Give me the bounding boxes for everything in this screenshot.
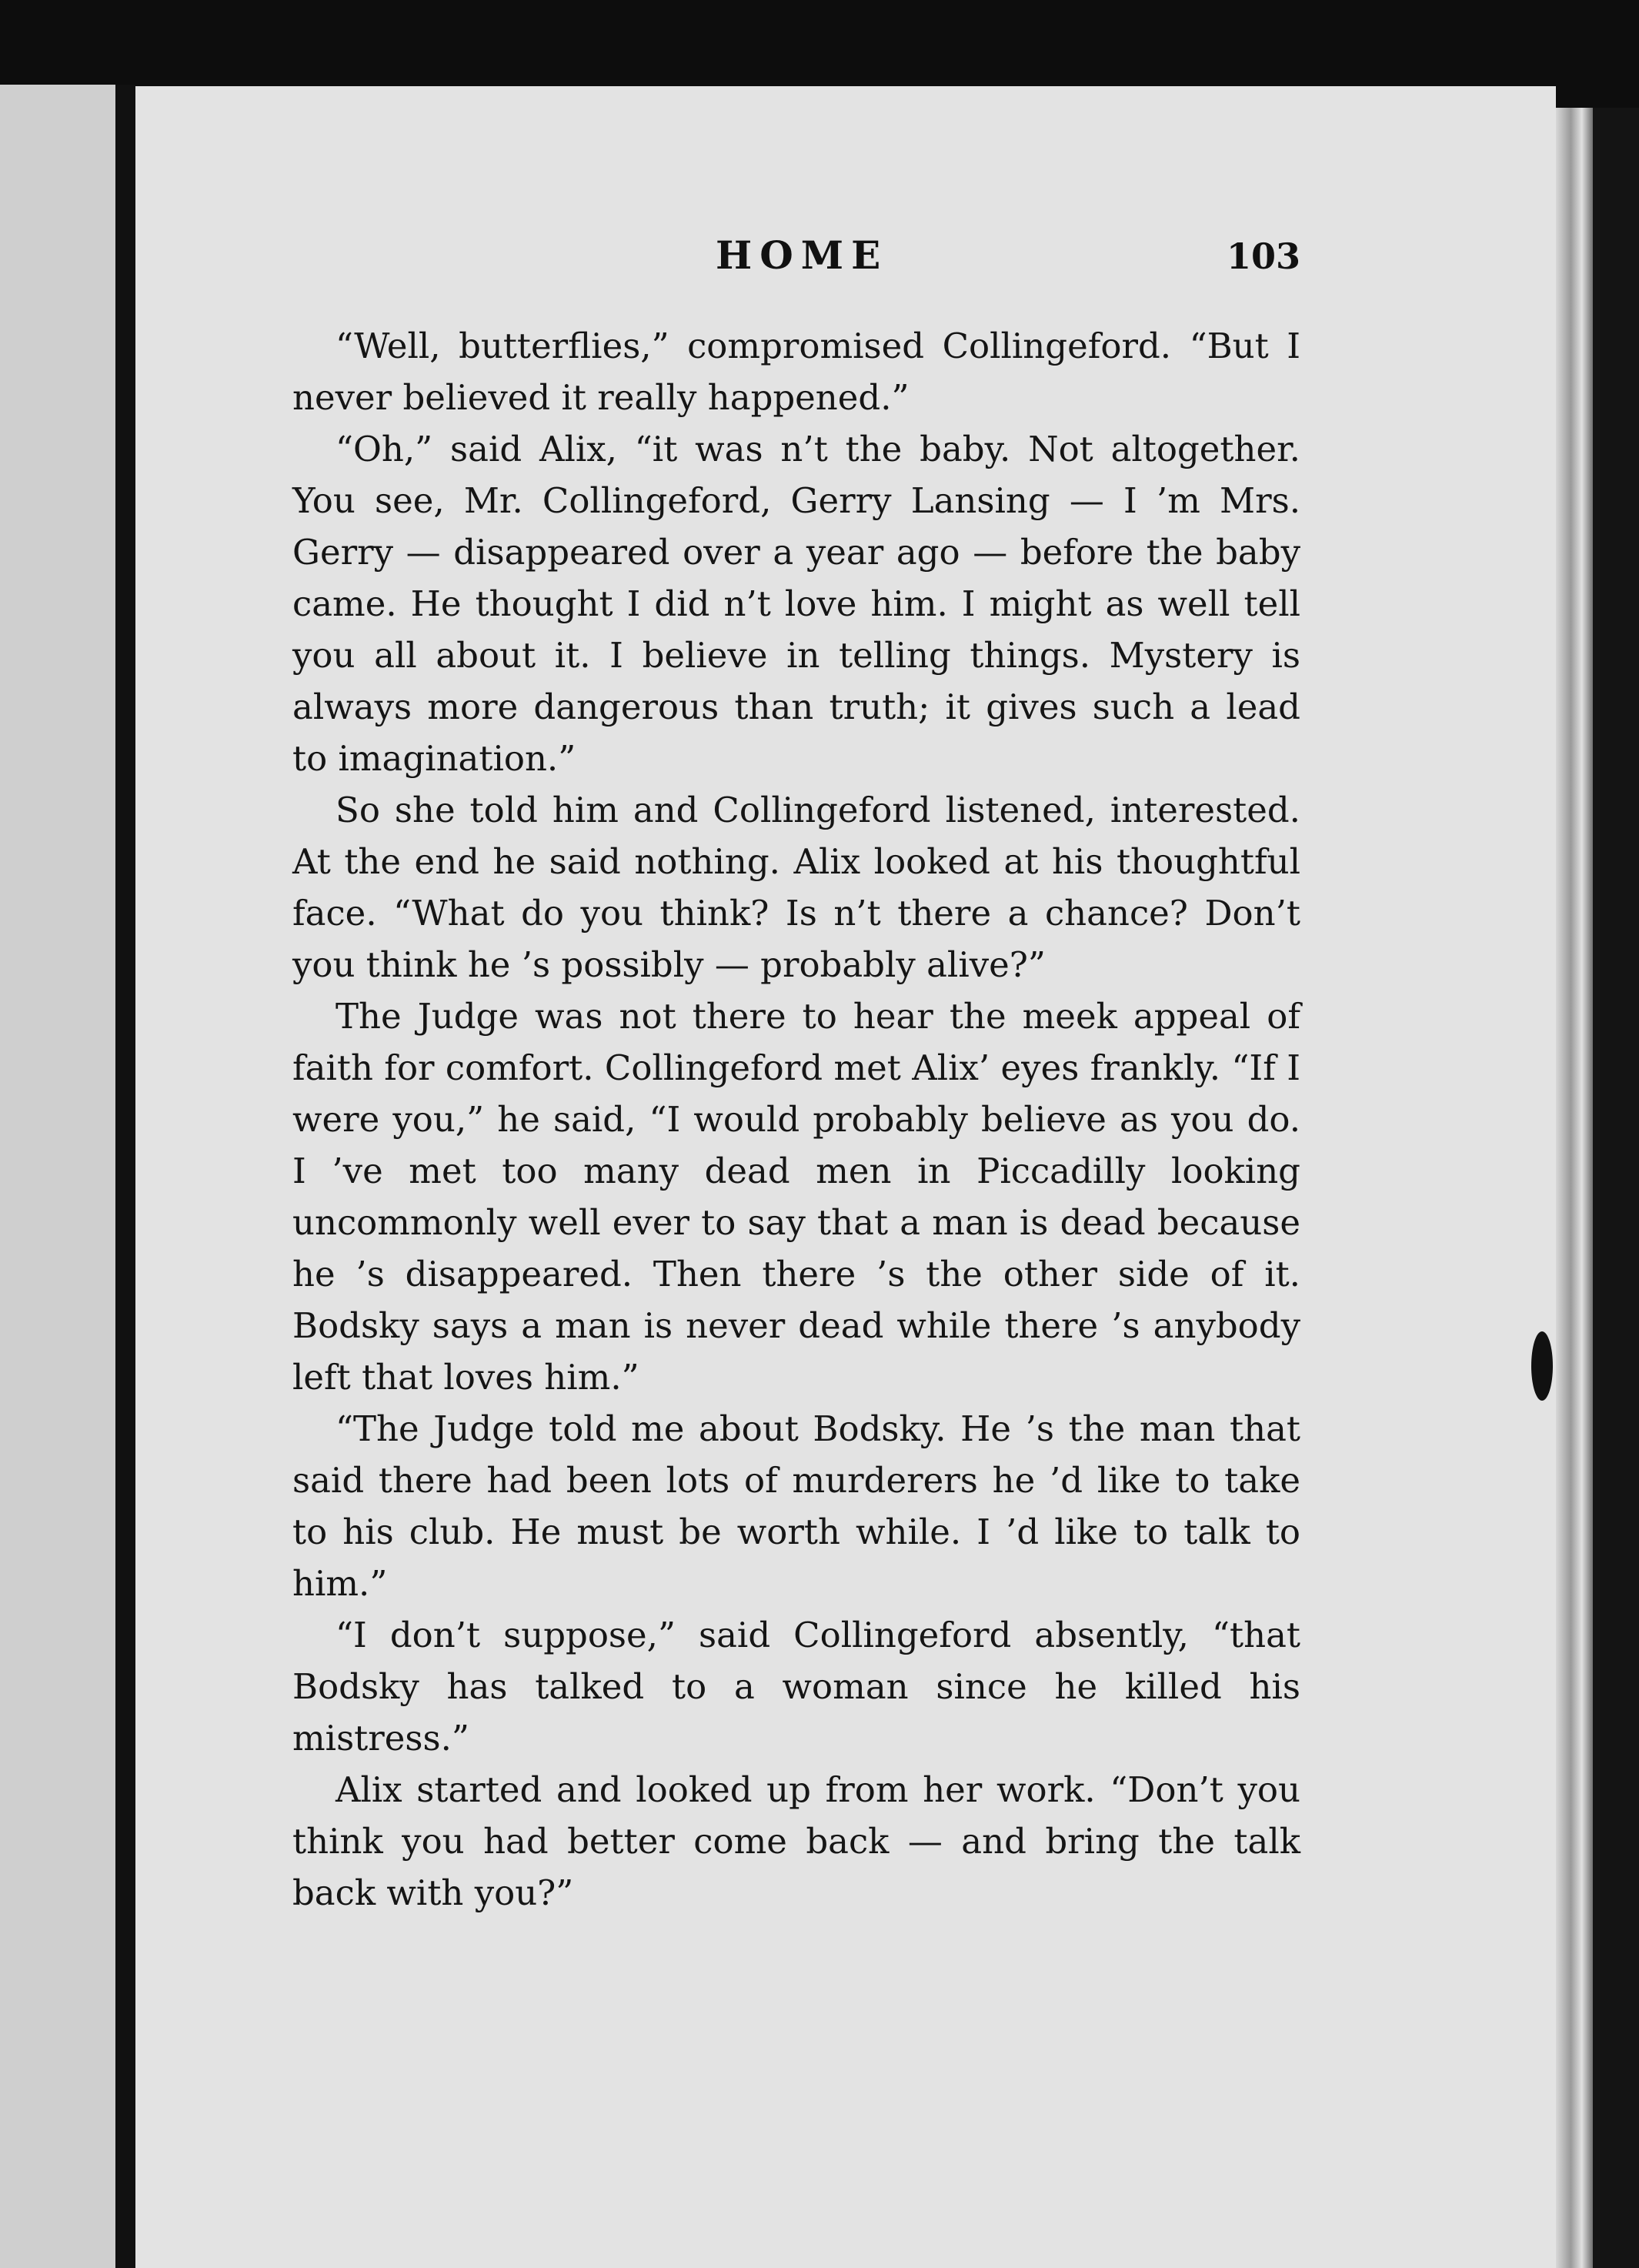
page-header: [292, 232, 1300, 294]
paragraph: The Judge was not there to hear the meek appeal of faith for comfort. Collingeford met Alix’ eyes frankly. “If I were you,” he said, “I would probably believe as you do. I ’ve met too many dead men in Piccadilly looking uncommonly well ever to say that a man is dead because he ’s disappeared. Then there ’s the other side of it. Bodsky says a man is never dead while there ’s anybody left that loves him.”: [292, 996, 1300, 1398]
body-text: [292, 320, 1300, 1919]
paragraph: “Well, butterflies,” compromised Collingeford. “But I never believed it really happened.”: [292, 326, 1300, 418]
previous-page-edge: [0, 85, 115, 2268]
page-fore-edge: [1556, 108, 1593, 2268]
binding-mark: [1531, 1331, 1553, 1401]
paragraph: “The Judge told me about Bodsky. He ’s the man that said there had been lots of murderers he ’d like to take to his club. He must be worth while. I ’d like to talk to him.”: [292, 1408, 1300, 1604]
paragraph: “I don’t suppose,” said Collingeford absently, “that Bodsky has talked to a woman since he killed his mistress.”: [292, 1615, 1300, 1759]
paragraph: “Oh,” said Alix, “it was n’t the baby. Not altogether. You see, Mr. Collingeford, Gerry Lansing — I ’m Mrs. Gerry — disappeared over a year ago — before the baby came. He thought I did n’t love him. I might as well tell you all about it. I believe in telling things. Mystery is always more dangerous than truth; it gives such a lead to imagination.”: [292, 429, 1300, 779]
page-number: 103: [1226, 235, 1300, 277]
paragraph: So she told him and Collingeford listened, interested. At the end he said nothing. Alix looked at his thoughtful face. “What do you think? Is n’t there a chance? Don’t you think he ’s possibly — probably alive?”: [292, 790, 1300, 985]
scan-background-right: [1593, 108, 1639, 2268]
paragraph: Alix started and looked up from her work. “Don’t you think you had better come back — and bring the talk back with you?”: [292, 1769, 1300, 1913]
book-gutter: [115, 85, 135, 2268]
running-head: HOME: [716, 232, 889, 278]
